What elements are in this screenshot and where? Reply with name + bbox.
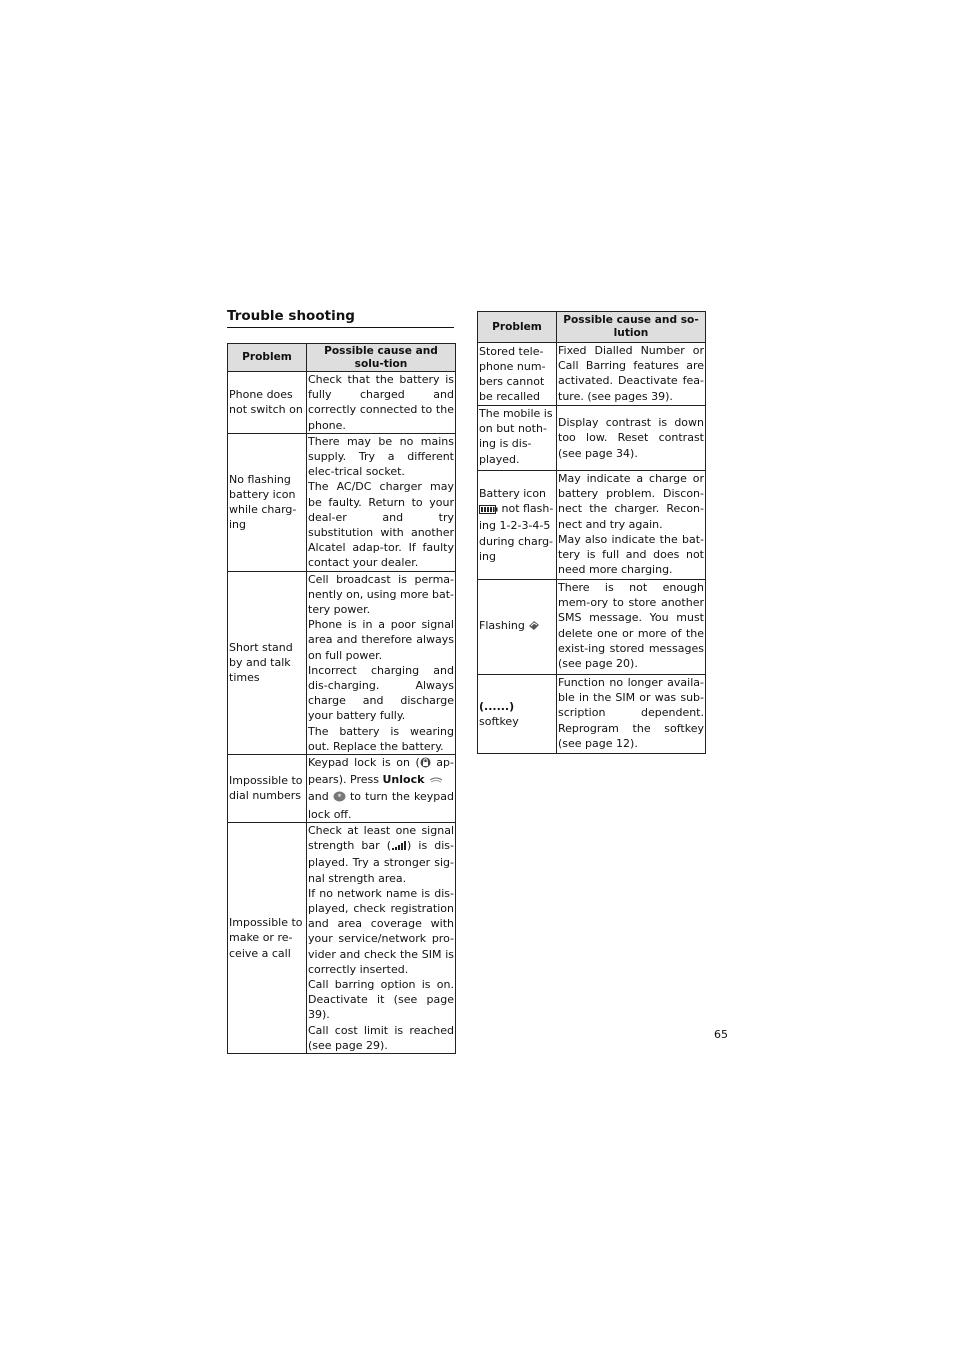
message-envelope-icon [528,620,540,635]
cause-text: May indicate a charge or battery problem. Discon-nect the charger. Recon-nect and try again. [558,472,704,531]
cause-cell: Check that the battery is fully charged and correctly connected to the phone. [308,373,454,432]
problem-text: Battery icon [479,486,547,500]
unlock-key-label: Unlock [382,773,425,787]
cause-text: Check at least one signal strength bar ( [308,823,454,853]
header-cause: Possible cause and so-lution [557,312,706,343]
cause-text: and [308,790,333,804]
problem-text: softkey [479,715,519,728]
table-row [478,580,706,675]
cause-cell: Display contrast is down too low. Reset contrast (see page 34). [557,406,706,471]
trouble-table-right [477,311,706,754]
signal-strength-icon [391,840,407,855]
cause-cell [307,755,456,823]
cause-text: May also indicate the bat-tery is full and does not need more charging. [558,532,704,577]
cause-cell [557,471,706,580]
keypad-lock-icon [420,757,431,772]
cause-text: ap-pears). Press [308,756,454,787]
table-row [478,471,706,580]
problem-cell: Impossible to make or re-ceive a call [228,822,307,1053]
problem-cell: Short stand by and talk times [228,571,307,754]
header-problem: Problem [228,344,307,372]
cause-text: Cell broadcast is perma-nently on, using more bat-tery power. [308,572,454,617]
cause-text: There may be no mains supply. Try a different elec-trical socket. [308,434,454,479]
star-key-icon [333,791,346,806]
battery-icon [479,503,498,518]
table-row [228,433,456,571]
cause-text: If no network name is dis-played, check registration and area coverage with your service/network pro-vider and check the SIM is correctly inserted. [308,886,454,976]
table-row [478,675,706,754]
problem-cell: Phone does not switch on [228,372,307,434]
table-row [228,571,456,754]
table-row [228,822,456,1053]
problem-text: not flash-ing 1-2-3-4-5 during charg-ing [479,502,554,563]
trouble-table-left [227,343,456,1054]
problem-cell [478,675,557,754]
cause-cell: Fixed Dialled Number or Call Barring features are activated. Deactivate fea-ture. (see pages 39). [557,343,706,406]
softkey-label: (......) [479,699,515,713]
cause-text: Phone is in a poor signal area and therefore always on full power. [308,618,454,662]
cause-cell: There is not enough mem-ory to store another SMS message. You must delete one or more of the exist-ing stored messages (see page 20). [557,580,706,675]
problem-cell: No flashing battery icon while charg-ing [228,433,307,571]
cause-cell [307,571,456,754]
cause-cell: Function no longer availa-ble in the SIM or was sub-scription dependent. Reprogram the softkey (see page 12). [557,675,706,754]
table-row [478,343,706,406]
cause-text: Incorrect charging and dis-charging. Always charge and discharge your battery fully. [308,663,454,723]
cause-cell [307,433,456,571]
problem-cell [478,471,557,580]
left-softkey-icon [428,774,444,789]
page-number: 65 [714,1028,728,1041]
problem-cell: Stored tele-phone num-bers cannot be recalled [478,343,557,406]
cause-text: Call cost limit is reached (see page 29). [308,1023,454,1052]
header-problem: Problem [478,312,557,343]
table-row [478,406,706,471]
cause-text: Keypad lock is on ( [308,756,420,770]
cause-text: The battery is wearing out. Replace the battery. [308,724,454,753]
problem-text: Flashing [479,619,529,633]
problem-cell [478,580,557,675]
cause-text: to turn the keypad lock off. [308,790,454,821]
problem-cell: Impossible to dial numbers [228,755,307,823]
svg-text:*: * [337,792,342,802]
table-row [228,755,456,823]
header-cause: Possible cause and solu-tion [307,344,456,372]
cause-text: The AC/DC charger may be faulty. Return to your deal-er and try substitution with another Alcatel adap-tor. If faulty contact your dealer. [308,480,454,570]
cause-text: Call barring option is on. Deactivate it (see page 39). [308,977,454,1022]
problem-cell: The mobile is on but noth-ing is dis-played. [478,406,557,471]
table-row [228,372,456,434]
cause-text: ) is dis-played. Try a stronger sig-nal strength area. [308,839,454,885]
section-title: Trouble shooting [227,307,454,328]
cause-cell [307,822,456,1053]
